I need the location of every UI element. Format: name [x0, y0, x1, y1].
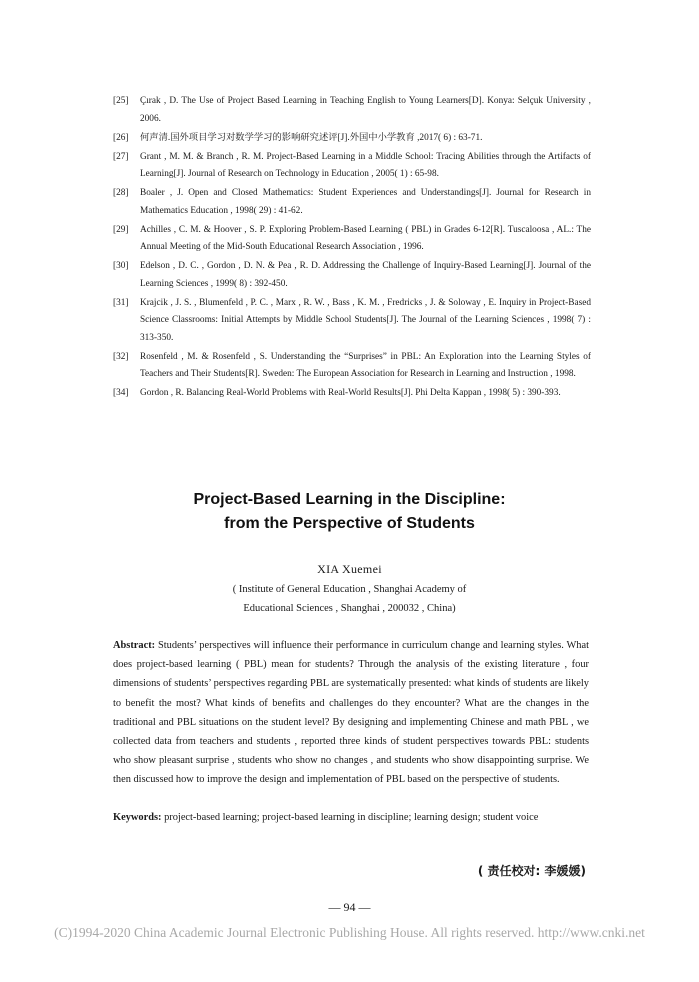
reference-number: [30] — [113, 261, 129, 271]
reference-number: [29] — [113, 224, 129, 235]
reference-text: Çırak , D. The Use of Project Based Learning in Teaching English to Young Learners[D]. Konya: Selçuk University , 2006. — [140, 96, 591, 124]
page-number: — 94 — — [328, 900, 371, 914]
reference-text: Krajcik , J. S. , Blumenfeld , P. C. , Marx , R. W. , Bass , K. M. , Fredricks , J. & Soloway , E. Inquiry in Project-Based Science Classrooms: Initial Attempts by Middle School Students[J]. The Journal of the Learning Sciences , 1998( 7) : 313-350. — [140, 297, 591, 343]
reference-text: Grant , M. M. & Branch , R. M. Project-Based Learning in a Middle School: Tracing Abilities through the Artifacts of Learning[J]. Journal of Research on Technology in Education , 2005( 1) : 65-98. — [140, 151, 591, 179]
reference-number: [34] — [113, 388, 129, 398]
author-name: XIA Xuemei — [317, 562, 382, 576]
keywords — [113, 808, 589, 827]
affiliation — [0, 580, 699, 618]
reference-item — [113, 385, 591, 403]
reference-number: [25] — [113, 96, 129, 106]
affiliation-line: ( Institute of General Education , Shanghai Academy of — [232, 584, 467, 595]
keywords-text: project-based learning; project-based learning in discipline; learning design; student voice — [161, 812, 539, 823]
reference-number: [26] — [113, 132, 129, 143]
reference-number: [27] — [113, 151, 129, 162]
reference-text: Boaler , J. Open and Closed Mathematics: Student Experiences and Understandings[J]. Journal for Research in Mathematics Education , 1998( 29) : 41-62. — [140, 188, 591, 216]
reference-item — [113, 185, 591, 220]
editor-note: ( 责任校对: 李媛媛) — [477, 864, 586, 878]
keywords-label: Keywords: — [113, 812, 162, 823]
title-line: Project-Based Learning in the Discipline: — [193, 491, 506, 508]
paper-title — [0, 488, 699, 536]
abstract-text: Students’ perspectives will influence their performance in curriculum change and learning styles. What does project-based learning ( PBL) mean for students? Through the analysis of the existing literature , four dimensions of students’ perspectives regarding PBL are systematically presented: what kinds of students are likely to benefit the most? What kinds of benefits and challenges do they encounter? What are the changes in the traditional and PBL situations on the student level? By designing and implementing Chinese and math PBL , we collected data from teachers and students , reported three kinds of student perspectives towards PBL: students who show pleasant surprise , students who show no changes , and students who show disappointing surprise. We then discussed how to improve the design and implementation of PBL based on the perspective of students. — [113, 640, 589, 786]
reference-number: [28] — [113, 188, 129, 198]
reference-item — [113, 93, 591, 128]
reference-item — [113, 295, 591, 348]
reference-list — [113, 93, 591, 404]
reference-text: 何声清.国外项目学习对数学学习的影响研究述评[J].外国中小学教育 ,2017( 6) : 63-71. — [140, 132, 483, 143]
reference-item — [113, 222, 591, 257]
abstract-label: Abstract: — [113, 640, 156, 651]
reference-text: Rosenfeld , M. & Rosenfeld , S. Understanding the “Surprises” in PBL: An Exploration into the Learning Styles of Teachers and Their Students[R]. Sweden: The European Association for Research in Learning and Instruction , 1998. — [140, 351, 591, 379]
reference-item — [113, 349, 591, 384]
reference-item — [113, 258, 591, 293]
reference-text: Achilles , C. M. & Hoover , S. P. Exploring Problem-Based Learning ( PBL) in Grades 6-12[R]. Tuscaloosa , AL.: The Annual Meeting of the Mid-South Educational Research Association , 1996. — [140, 224, 591, 252]
reference-text: Gordon , R. Balancing Real-World Problems with Real-World Results[J]. Phi Delta Kappan , 1998( 5) : 390-393. — [140, 388, 561, 398]
reference-number: [31] — [113, 297, 129, 308]
copyright-footer: (C)1994-2020 China Academic Journal Electronic Publishing House. All rights reserved. http://www.cnki.net — [54, 925, 645, 940]
abstract — [113, 636, 589, 790]
reference-number: [32] — [113, 351, 129, 362]
reference-item — [113, 149, 591, 184]
reference-item — [113, 130, 591, 148]
reference-text: Edelson , D. C. , Gordon , D. N. & Pea , R. D. Addressing the Challenge of Inquiry-Based Learning[J]. Journal of the Learning Sciences , 1999( 8) : 392-450. — [140, 261, 591, 289]
title-line: from the Perspective of Students — [224, 515, 475, 532]
affiliation-line: Educational Sciences , Shanghai , 200032 , China) — [243, 603, 456, 614]
